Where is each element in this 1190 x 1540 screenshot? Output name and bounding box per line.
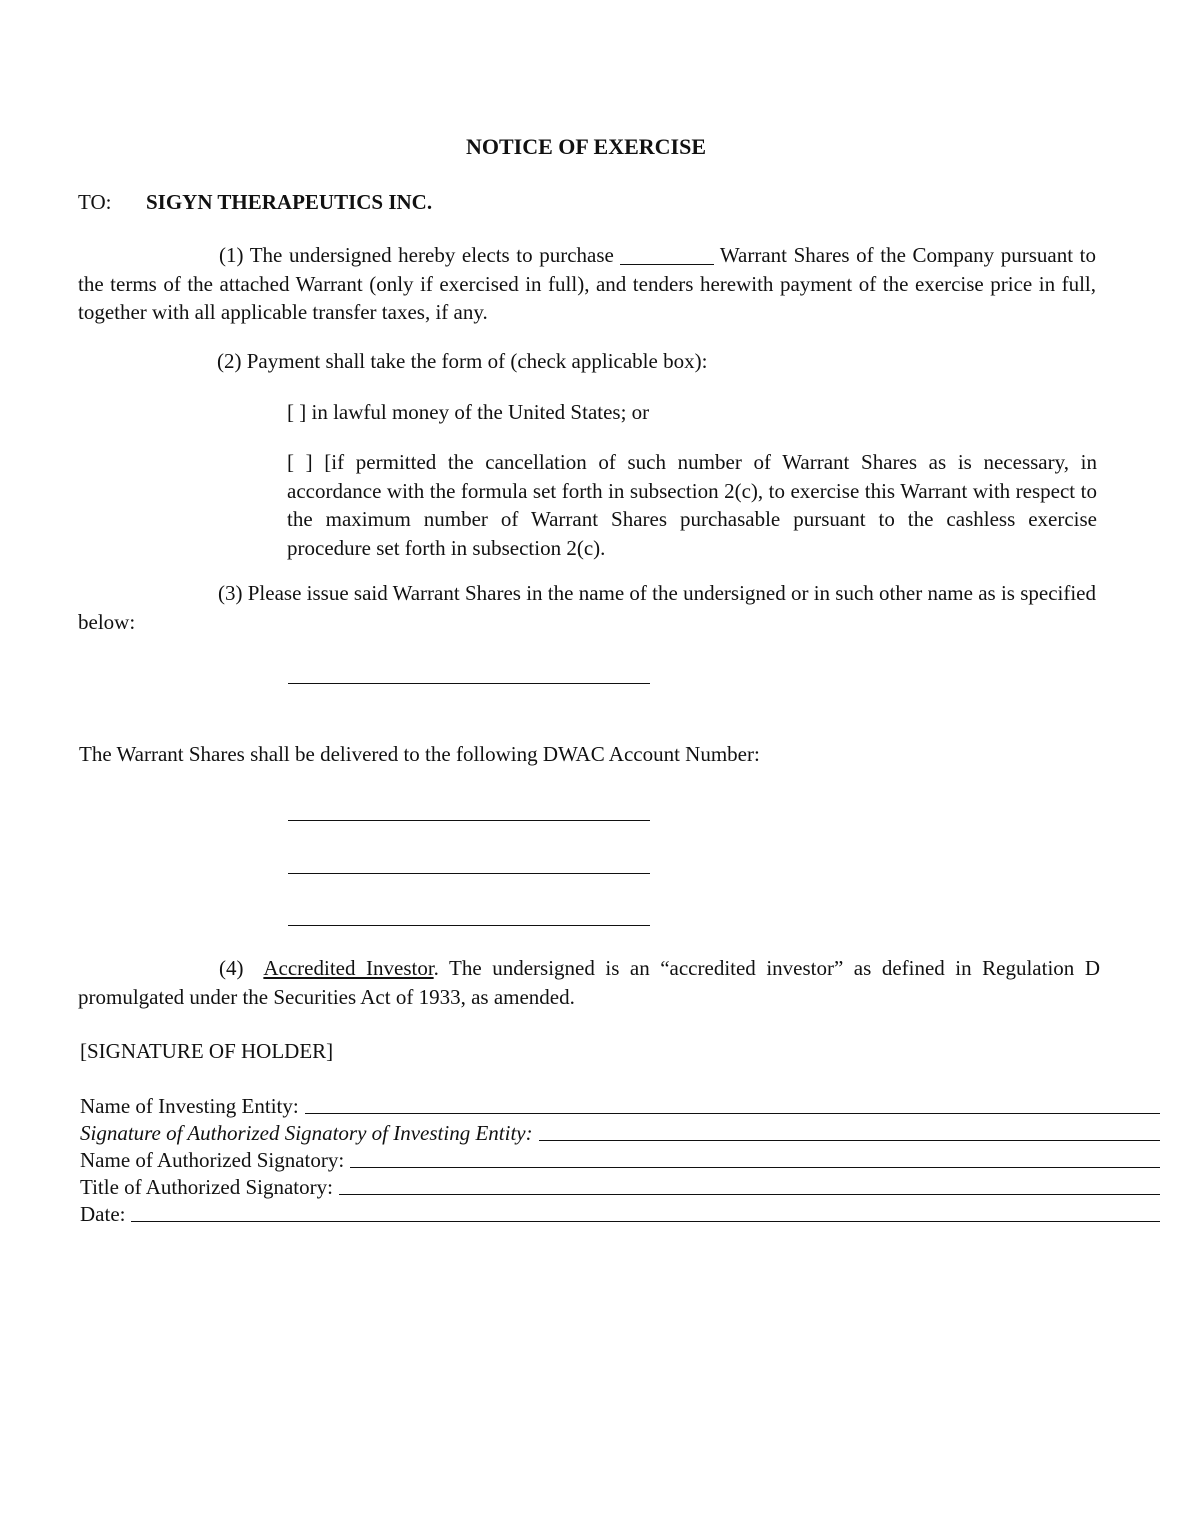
- dwac-line-2[interactable]: [288, 873, 650, 874]
- paragraph-4-rest: . The undersigned is an “accredited investor” as defined in Regulation D promulgated under the Securities Act of 1933, as amended.: [78, 956, 1100, 1009]
- dwac-line-1[interactable]: [288, 820, 650, 821]
- paragraph-4: [78, 954, 1100, 1011]
- paragraph-1-rest: Warrant Shares of the Company pursuant to the terms of the attached Warrant (only if exercised in full), and tenders herewith payment of the exercise price in full, together with all applicable transfer taxes, if any.: [78, 243, 1096, 325]
- investing-entity-line[interactable]: [305, 1112, 1160, 1114]
- payment-option-cash[interactable]: [ ] in lawful money of the United States; or: [287, 400, 650, 424]
- paragraph-2: (2) Payment shall take the form of (check applicable box):: [217, 349, 708, 373]
- signature-label: Signature of Authorized Signatory of Investing Entity:: [80, 1121, 533, 1145]
- signatory-name-label: Name of Authorized Signatory:: [80, 1148, 345, 1172]
- paragraph-4-lead: (4): [219, 956, 244, 980]
- dwac-account-text: The Warrant Shares shall be delivered to the following DWAC Account Number:: [79, 742, 760, 766]
- signature-line[interactable]: [539, 1139, 1160, 1141]
- dwac-line-3[interactable]: [288, 925, 650, 926]
- payment-option-cashless[interactable]: [ ] [if permitted the cancellation of such number of Warrant Shares as is necessary, in accordance with the formula set forth in subsection 2(c), to exercise this Warrant with respect to the maximum number of Warrant Shares purchasable pursuant to the cashless exercise procedure set forth in subsection 2(c).: [287, 450, 1097, 560]
- company-name: SIGYN THERAPEUTICS INC.: [146, 190, 433, 214]
- investing-entity-label: Name of Investing Entity:: [80, 1094, 299, 1118]
- paragraph-3: (3) Please issue said Warrant Shares in the name of the undersigned or in such other name as is specified below:: [78, 581, 1096, 634]
- signatory-name-line[interactable]: [350, 1166, 1160, 1168]
- investing-entity-field[interactable]: [80, 1094, 1160, 1118]
- signatory-name-field[interactable]: [80, 1148, 1160, 1172]
- date-label: Date:: [80, 1202, 126, 1226]
- signature-field[interactable]: [80, 1121, 1160, 1145]
- signatory-title-line[interactable]: [339, 1193, 1160, 1195]
- signature-of-holder-heading: [SIGNATURE OF HOLDER]: [80, 1039, 334, 1063]
- document-title: NOTICE OF EXERCISE: [465, 134, 706, 159]
- issue-name-line[interactable]: [288, 683, 650, 684]
- date-line[interactable]: [131, 1220, 1160, 1222]
- signatory-title-field[interactable]: [80, 1175, 1160, 1199]
- paragraph-1-lead: (1) The undersigned hereby elects to purchase: [219, 243, 614, 267]
- warrant-shares-quantity-blank[interactable]: [620, 243, 714, 265]
- paragraph-1: [78, 241, 1096, 327]
- signatory-title-label: Title of Authorized Signatory:: [80, 1175, 333, 1199]
- date-field[interactable]: [80, 1202, 1160, 1226]
- accredited-investor-heading: Accredited Investor: [263, 956, 434, 980]
- to-label: TO:: [78, 190, 112, 214]
